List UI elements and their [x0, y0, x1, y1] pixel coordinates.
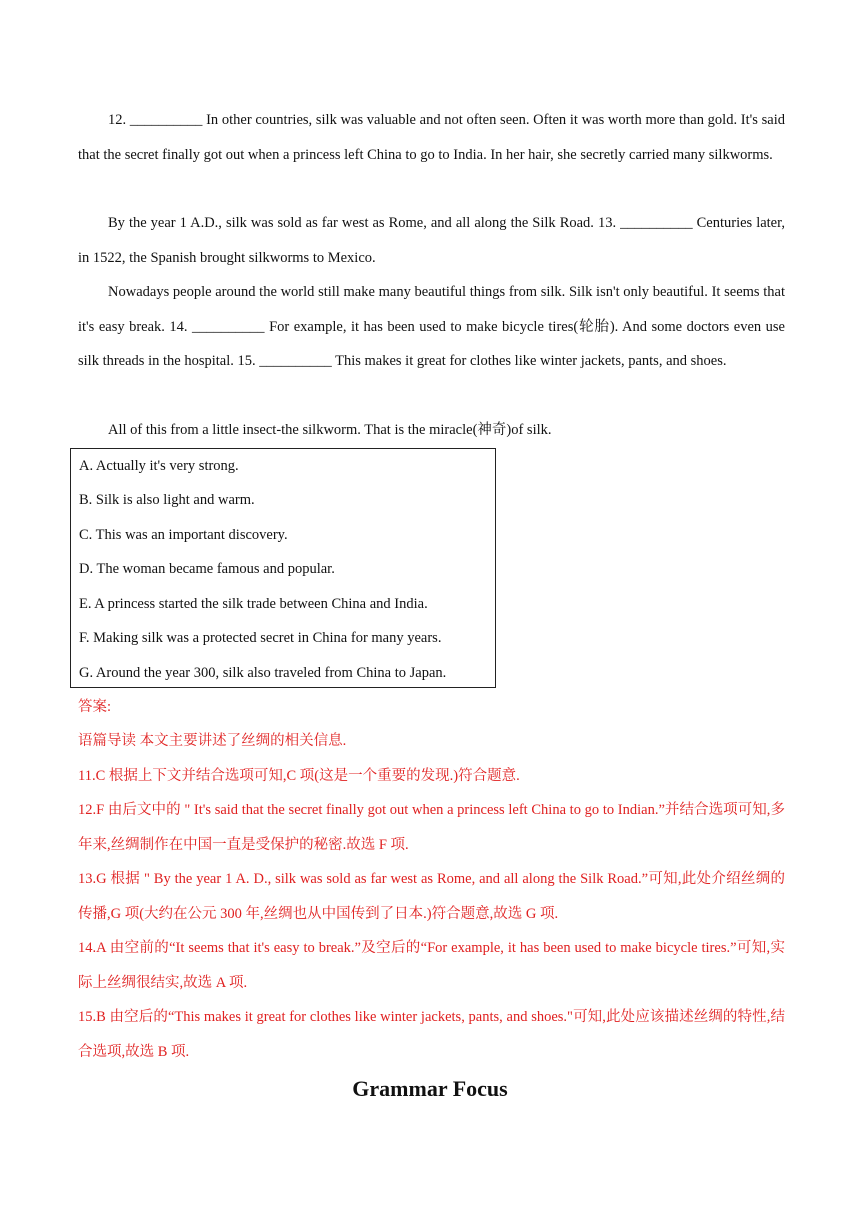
- answer-14: 14.A 由空前的“It seems that it's easy to break.”及空后的“For example, it has been used to make bicycle tires.”可知,实际上丝绸很结实,故选 A 项.: [78, 940, 785, 991]
- option-f: F. Making silk was a protected secret in China for many years.: [79, 630, 442, 646]
- option-c: C. This was an important discovery.: [79, 527, 288, 543]
- option-g: G. Around the year 300, silk also traveled from China to Japan.: [79, 665, 447, 681]
- passage-paragraph-2: By the year 1 A.D., silk was sold as far west as Rome, and all along the Silk Road. 13. __________ Centuries later, in 1522, the Spanish brought silkworms to Mexico.: [78, 215, 785, 266]
- answer-13: 13.G 根据 " By the year 1 A. D., silk was sold as far west as Rome, and all along the Silk Road.”可知,此处介绍丝绸的传播,G 项(大约在公元 300 年,丝绸也从中国传到了日本.)符合题意,故选 G 项.: [78, 871, 785, 922]
- answer-15: 15.B 由空后的“This makes it great for clothes like winter jackets, pants, and shoes."可知,此处应该描述丝绸的特性,结合选项,故选 B 项.: [78, 1009, 785, 1060]
- option-a: A. Actually it's very strong.: [79, 458, 239, 474]
- passage-paragraph-4: All of this from a little insect-the silkworm. That is the miracle(神奇)of silk.: [108, 422, 552, 438]
- passage-paragraph-1: 12. __________ In other countries, silk was valuable and not often seen. Often it was worth more than gold. It's said that the secret finally got out when a princess left China to go to India. In her hair, she secretly carried many silkworms.: [78, 112, 785, 163]
- answer-label: 答案:: [78, 699, 112, 715]
- option-e: E. A princess started the silk trade between China and India.: [79, 596, 428, 612]
- section-heading: Grammar Focus: [352, 1076, 508, 1101]
- options-box: [70, 448, 496, 688]
- answer-12: 12.F 由后文中的 " It's said that the secret finally got out when a princess left China to go to Indian.”并结合选项可知,多年来,丝绸制作在中国一直是受保护的秘密.故选 F 项.: [78, 802, 785, 853]
- option-b: B. Silk is also light and warm.: [79, 492, 255, 508]
- answer-intro: 语篇导读 本文主要讲述了丝绸的相关信息.: [78, 733, 347, 749]
- answer-11: 11.C 根据上下文并结合选项可知,C 项(这是一个重要的发现.)符合题意.: [78, 768, 520, 784]
- option-d: D. The woman became famous and popular.: [79, 561, 335, 577]
- passage-paragraph-3: Nowadays people around the world still make many beautiful things from silk. Silk isn't only beautiful. It seems that it's easy break. 14. __________ For example, it has been used to make bicycle tires(轮胎). And some doctors even use silk threads in the hospital. 15. __________ This makes it great for clothes like winter jackets, pants, and shoes.: [78, 284, 785, 369]
